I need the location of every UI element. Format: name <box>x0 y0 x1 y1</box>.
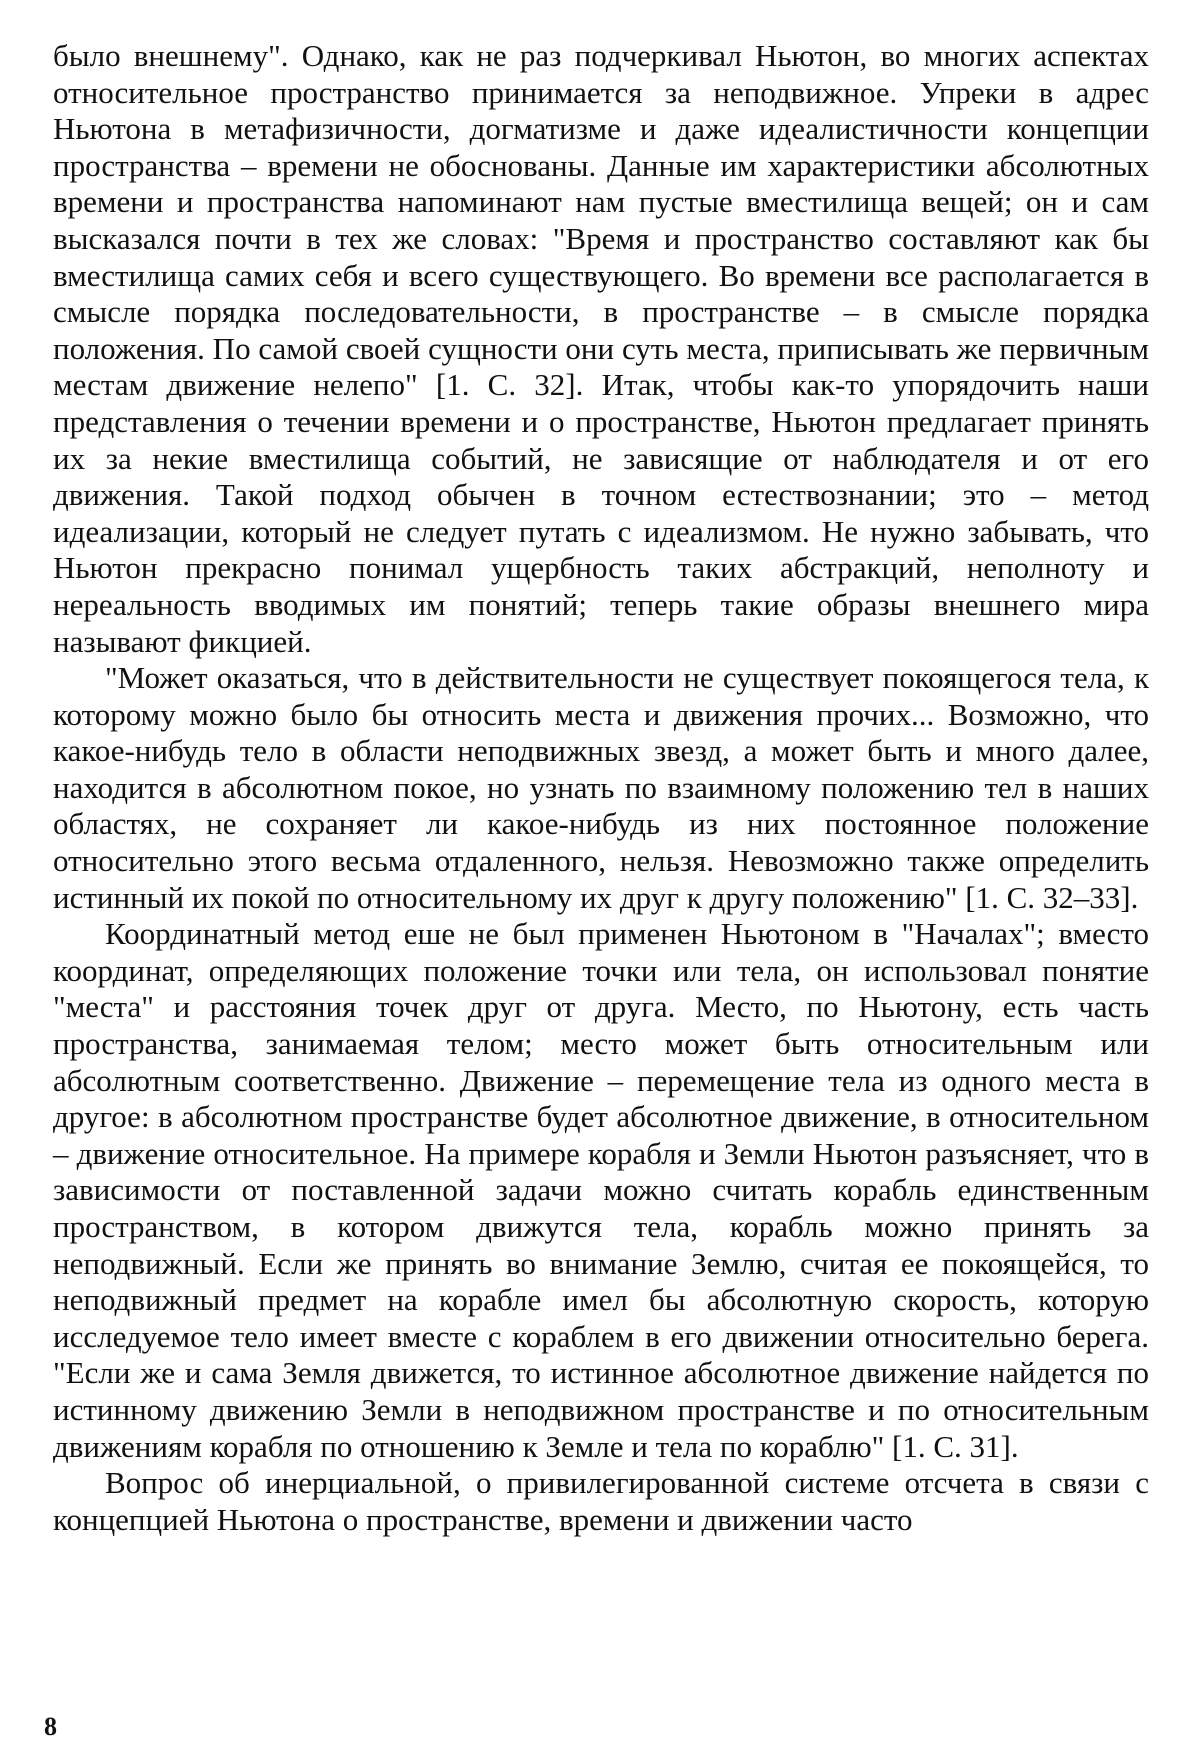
page-number: 8 <box>44 1712 57 1741</box>
paragraph-2: "Может оказаться, что в действительности не существует покоящегося тела, к которому можно было бы относить места и движения прочих... Возможно, что какое-нибудь тело в области неподвижных звезд, а может быть и много далее, находится в абсолютном покое, но узнать по взаимному положению тел в наших областях, не сохраняет ли какое-нибудь из них постоянное положение относительно этого весьма отдаленного, нельзя. Невозможно также определить истинный их покой по относительному их друг к другу положению" [1. С. 32–33]. <box>53 660 1149 915</box>
paragraph-3: Координатный метод еше не был применен Ньютоном в "Началах"; вместо координат, определяющих положение точки или тела, он использовал понятие "места" и расстояния точек друг от друга. Место, по Ньютону, есть часть пространства, занимаемая телом; место может быть относительным или абсолютным соответственно. Движение – перемещение тела из одного места в другое: в абсолютном пространстве будет абсолютное движение, в относительном – движение относительное. На примере корабля и Земли Ньютон разъясняет, что в зависимости от поставленной задачи можно считать корабль единственным пространством, в котором движутся тела, корабль можно принять за неподвижный. Если же принять во внимание Землю, считая ее покоящейся, то неподвижный предмет на корабле имел бы абсолютную скорость, которую исследуемое тело имеет вместе с кораблем в его движении относительно берега. "Если же и сама Земля движется, то истинное абсолютное движение найдется по истинному движению Земли в неподвижном пространстве и по относительным движениям корабля по отношению к Земле и тела по кораблю" [1. С. 31]. <box>53 916 1149 1464</box>
paragraph-4: Вопрос об инерциальной, о привилегированной системе отсчета в связи с концепцией Ньютона о пространстве, времени и движении часто <box>53 1465 1149 1537</box>
page-body <box>53 38 1149 1538</box>
paragraph-1: было внешнему". Однако, как не раз подчеркивал Ньютон, во многих аспектах относительное пространство принимается за неподвижное. Упреки в адрес Ньютона в метафизичности, догматизме и даже идеалистичности концепции пространства – времени не обоснованы. Данные им характеристики абсолютных времени и пространства напоминают нам пустые вместилища вещей; он и сам высказался почти в тех же словах: "Время и пространство составляют как бы вместилища самих себя и всего существующего. Во времени все располагается в смысле порядка последовательности, в пространстве – в смысле порядка положения. По самой своей сущности они суть места, приписывать же первичным местам движение нелепо" [1. С. 32]. Итак, чтобы как-то упорядочить наши представления о течении времени и о пространстве, Ньютон предлагает принять их за некие вместилища событий, не зависящие от наблюдателя и от его движения. Такой подход обычен в точном естествознании; это – метод идеализации, который не следует путать с идеализмом. Не нужно забывать, что Ньютон прекрасно понимал ущербность таких абстракций, неполноту и нереальность вводимых им понятий; теперь такие образы внешнего мира называют фикцией. <box>53 38 1149 659</box>
